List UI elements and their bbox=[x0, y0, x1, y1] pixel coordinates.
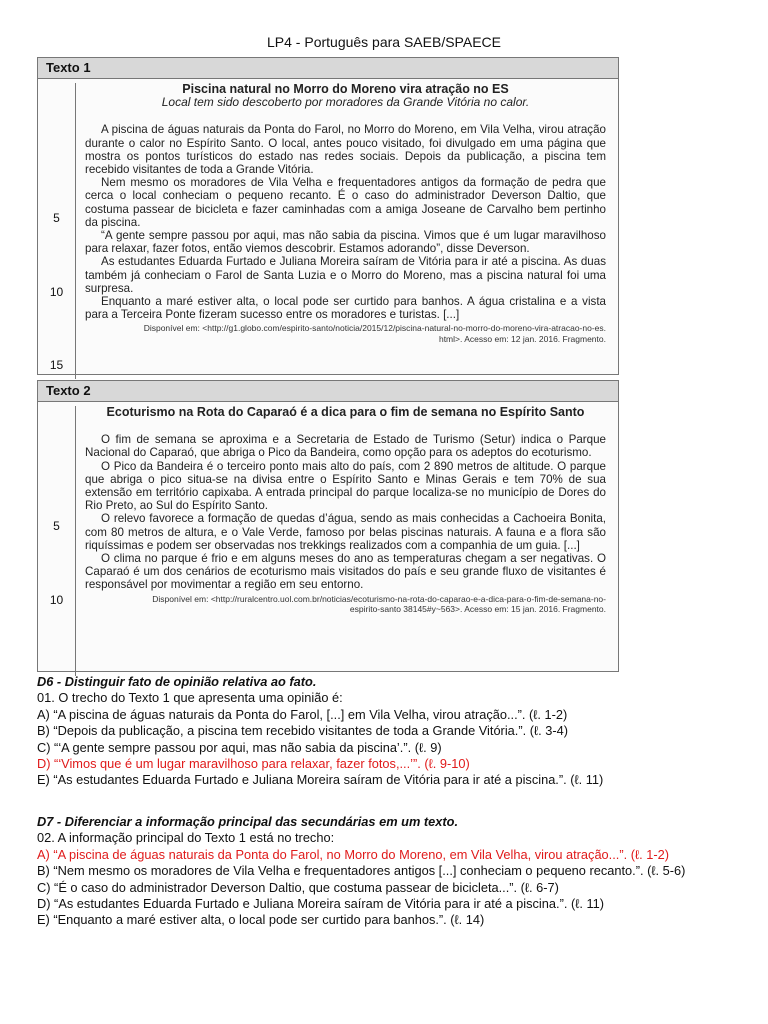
article-title: Piscina natural no Morro do Moreno vira atração no ES bbox=[182, 82, 509, 96]
question-d7 bbox=[37, 814, 737, 929]
option-d-correct: D) “‘Vimos que é um lugar maravilhoso para relaxar, fazer fotos,...’”. (ℓ. 9-10) bbox=[37, 756, 470, 772]
texto1-label: Texto 1 bbox=[38, 58, 618, 79]
descriptor-heading: D6 - Distinguir fato de opinião relativa ao fato. bbox=[37, 674, 317, 689]
paragraph: Enquanto a maré estiver alta, o local pode ser curtido para banhos. A água cristalina e a vista para a Terceira Ponte fizeram sucesso entre os moradores e turistas. [...] bbox=[85, 295, 606, 322]
paragraph: O Pico da Bandeira é o terceiro ponto mais alto do país, com 2 890 metros de altitude. O parque que abriga o pico situa-se na divisa entre o Espírito Santo e Minas Gerais e tem 70% de sua extensão em território capixaba. A entrada principal do parque localiza-se no município de Dores do Rio Preto, ao Sul do Espírito Santo. bbox=[85, 459, 606, 513]
line-number: 15 bbox=[49, 358, 64, 372]
line-number-gutter bbox=[38, 83, 76, 379]
article-title: Ecoturismo na Rota do Caparaó é a dica para o fim de semana no Espírito Santo bbox=[106, 405, 585, 419]
texto2-label: Texto 2 bbox=[38, 381, 618, 402]
option-c: C) “‘A gente sempre passou por aqui, mas não sabia da piscina’.”. (ℓ. 9) bbox=[37, 739, 442, 755]
option-a: A) “A piscina de águas naturais da Ponta do Farol, [...] em Vila Velha, virou atração...”. (ℓ. 1-2) bbox=[37, 706, 568, 722]
line-number-gutter bbox=[38, 406, 76, 676]
option-c: C) “É o caso do administrador Deverson Daltio, que costuma passear de bicicleta...”. (ℓ. 6-7) bbox=[37, 879, 559, 895]
option-e: E) “As estudantes Eduarda Furtado e Juliana Moreira saíram de Vitória para ir até a piscina.”. (ℓ. 11) bbox=[37, 772, 604, 788]
paragraph: O clima no parque é frio e em alguns meses do ano as temperaturas chegam a ser negativas. O Caparaó é um dos cenários de ecoturismo mais visitados do país e seu grande fluxo de visitantes é responsável por movimentar a região em seu entorno. bbox=[85, 552, 606, 592]
question-stem: 02. A informação principal do Texto 1 está no trecho: bbox=[37, 830, 335, 846]
option-b: B) “Nem mesmo os moradores de Vila Velha e frequentadores antigos [...] conheciam o pequeno recanto.”. (ℓ. 5-6) bbox=[37, 863, 686, 879]
paragraph: Nem mesmo os moradores de Vila Velha e frequentadores antigos da formação de pedra que cerca o local conheciam o pequeno recanto. É o caso do administrador Deverson Daltio, que costuma passear de bicicleta e fazer caminhadas com a amiga Joseane de Carvalho bem pertinho da piscina. bbox=[85, 176, 606, 229]
option-e: E) “Enquanto a maré estiver alta, o local pode ser curtido para banhos.”. (ℓ. 14) bbox=[37, 912, 485, 928]
paragraph: O fim de semana se aproxima e a Secretaria de Estado de Turismo (Setur) indica o Parque Nacional do Caparaó, que abriga o Pico da Bandeira, como opção para os adeptos do ecoturismo. bbox=[85, 433, 606, 460]
option-a-correct: A) “A piscina de águas naturais da Ponta do Farol, no Morro do Moreno, em Vila Velha, virou atração...”. (ℓ. 1-2) bbox=[37, 846, 669, 862]
line-number: 5 bbox=[53, 519, 60, 533]
source-citation: Disponível em: <http://g1.globo.com/espirito-santo/noticia/2015/12/piscina-natural-no-morro-do-moreno-vira-atracao-no-es. html>. Acesso em: 12 jan. 2016. Fragmento. bbox=[143, 323, 606, 344]
paragraph: O relevo favorece a formação de quedas d’água, sendo as mais conhecidas a Cachoeira Bonita, com 80 metros de altura, e o Vale Verde, famoso por belas piscinas naturais. A fauna e a flora são riquíssimas e podem ser observadas nos trekkings realizados com a companhia de um guia. [...] bbox=[85, 512, 606, 552]
line-number: 5 bbox=[53, 211, 60, 225]
texto2-box bbox=[37, 380, 619, 672]
line-number: 10 bbox=[49, 593, 64, 607]
page-header: LP4 - Português para SAEB/SPAECE bbox=[267, 34, 501, 50]
question-d6 bbox=[37, 674, 737, 789]
texto1-box bbox=[37, 57, 619, 375]
descriptor-heading: D7 - Diferenciar a informação principal das secundárias em um texto. bbox=[37, 814, 459, 829]
line-number: 10 bbox=[49, 285, 64, 299]
option-b: B) “Depois da publicação, a piscina tem recebido visitantes de toda a Grande Vitória.”. (ℓ. 3-4) bbox=[37, 723, 568, 739]
question-stem: 01. O trecho do Texto 1 que apresenta uma opinião é: bbox=[37, 690, 343, 706]
paragraph: “A gente sempre passou por aqui, mas não sabia da piscina. Vimos que é um lugar maravilhoso para relaxar, fazer fotos, então viemos descobrir. Estamos adorando”, disse Deverson. bbox=[85, 229, 606, 256]
paragraph: A piscina de águas naturais da Ponta do Farol, no Morro do Moreno, em Vila Velha, virou atração durante o calor no Espírito Santo. O local, antes pouco visitado, foi divulgado em uma página que mostra os pontos turísticos do estado nas redes sociais. Depois da publicação, a piscina tem recebido visitantes de toda a Grande Vitória. bbox=[85, 123, 606, 177]
article-subtitle: Local tem sido descoberto por moradores da Grande Vitória no calor. bbox=[161, 95, 530, 110]
paragraph: As estudantes Eduarda Furtado e Juliana Moreira saíram de Vitória para ir até a piscina. As duas também já conheciam o Farol de Santa Luzia e o Morro do Moreno, mas a piscina natural foi uma surpresa. bbox=[85, 255, 606, 295]
source-citation: Disponível em: <http://ruralcentro.uol.com.br/noticias/ecoturismo-na-rota-do-caparao-e-a-dica-para-o-fim-de-semana-no- espirito-santo 38145#y~563>. Acesso em: 15 jan. 2016. Fragmento. bbox=[152, 593, 606, 615]
option-d: D) “As estudantes Eduarda Furtado e Juliana Moreira saíram de Vitória para ir até a piscina.”. (ℓ. 11) bbox=[37, 896, 604, 912]
